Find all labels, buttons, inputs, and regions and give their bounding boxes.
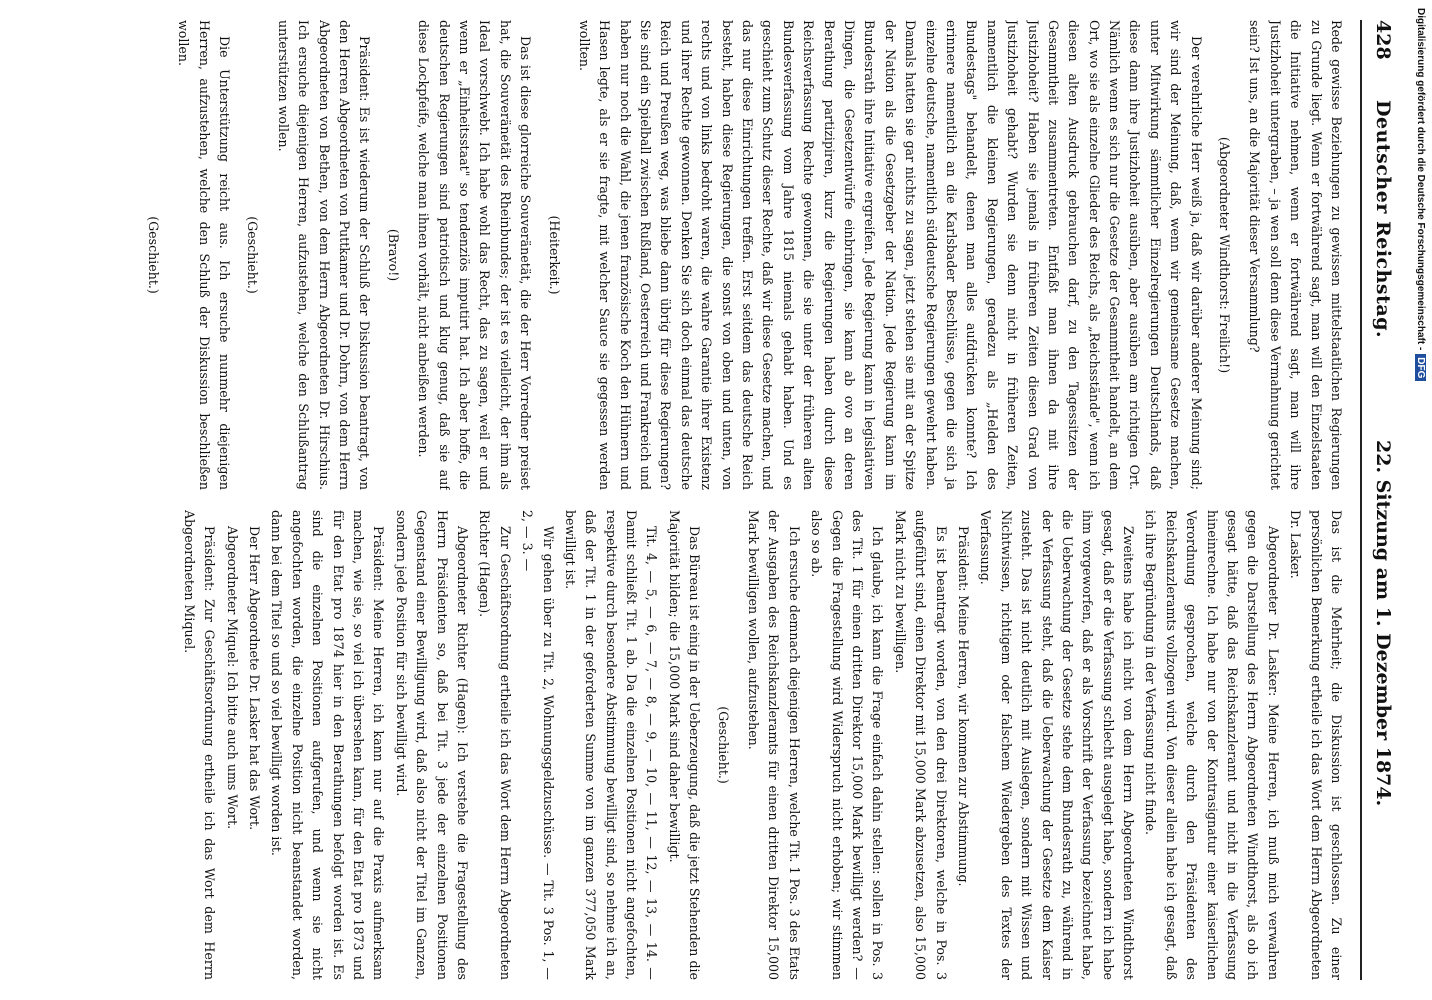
paragraph: Die Unterstützung reicht aus. Ich ersuche nunmehr diejenigen Herren, aufzustehen, welche den Schluß der Diskussion beschließen wollen. <box>176 20 233 490</box>
paragraph: Rede gewisse Beziehungen zu gewissen mittelstaatlichen Regierungen zu Grunde liegt. Wenn er fortwährend sagt, man will den Einzelstaaten die Initiative nehmen, wenn er fortwährend sagt, man will ihre Justizhoheit untergraben, – ja wen soll denn diese Vermahnung gerichtet sein? Ist uns, an die Majorität dieser Versammlung? <box>1247 20 1344 490</box>
session-title: 22. Sitzung am 1. Dezember 1874. <box>1372 440 1394 807</box>
page-header <box>1360 20 1402 980</box>
paragraph: Der verehrliche Herr weiß ja, daß wir darüber anderer Meinung sind; wir sind der Meinung, daß, wenn wir gemeinsame Gesetze machen, unter Mitwirkung sämmtlicher Einzelregierungen Deutschlands, daß diese dann ihre Justizhoheit ausüben, aber ausüben am richtigen Ort. Nämlich wenn es sich nur die Gesetze der Gesammtheit handelt, an dem Ort, wo sie als einzelne Glieder des Reichs, als „Reichsstände", wenn ich diesen alten Ausdruck gebrauchen darf, zu den Tagessitzen der Gesammtheit zusammentreten. Entfaßt man ihnen da mit ihre Justizhoheit? Haben sie jemals in früheren Zeiten diesen Grad von Justizhoheit gehabt? Wurden sie denn nicht in früheren Zeiten, namentlich die kleinen Regierungen, geradezu als „Helden des Bundestags" behandelt, denen man alles aufdrücken konnte? Ich erinnere namentlich an die Karlsbader Beschlüsse, gegen die sich ja einzelne deutsche, namentlich süddeutsche Regierungen gewehrt haben. Damals hatten sie gar nichts zu sagen, jetzt stehen sie mit an der Spitze der Nation als die Gesetzgeber der Nation. Jede Regierung kann im Bundesrath ihre Initiative ergreifen. Jede Regierung kann in legislativen Dingen, die Gesetzentwürfe einbringen, sie kann ab ovo an deren Berathung partizipiren, kurz die Regierungen haben durch diese Reichsverfassung Rechte gewonnen, die sie unter der früheren alten Bundesverfassung vom Jahre 1815 niemals gehabt haben. Und es geschieht zum Schutz dieser Rechte, daß wir diese Gesetze machen, und das nur diese Einrichtungen treffen. Erst seitdem das deutsche Reich besteht, haben diese Regierungen, die sonst von oben und unten, von rechts und von links bedroht waren, die wahre Garantie ihrer Existenz und ihrer Rechte gewonnen. Denken Sie sich doch einmal das deutsche Reich und Preußen weg, was bliebe dann übrig für diese Regierungen? Sie sind ein Spielball zwischen Rußland, Oesterreich und Frankreich und haben nur noch die Wahl, die jenen französische Koch den Hühnern und Hasen legte, als er sie fragte, mit welcher Sauce sie gegessen werden wollten. <box>576 20 1204 490</box>
paragraph: Wir gehen über zu Tit. 2, Wohnungsgeldzuschüsse. — Tit. 3 Pos. 1, — 2, — 3. — <box>520 510 556 980</box>
paragraph: Abgeordneter Dr. Lasker: Meine Herren, ich muß mich verwahren gegen die Darstellung des Herrn Abgeordneten Windthorst, als ob ich gesagt hätte, daß das Reichskanzleramt und nicht in die Verfassung hineinrechne. Ich habe nur von der Kontrasignatur einer kaiserlichen Verordnung gesprochen, welche durch den Präsidenten des Reichskanzleramts vollzogen wird. Von dieser allein habe ich gesagt, daß ich ihre Begründung in der Verfassung nicht finde. <box>1143 510 1281 980</box>
right-text-column <box>46 510 1346 980</box>
rotated-document-page <box>16 0 1416 1000</box>
paragraph: Es ist beantragt worden, von den drei Direktoren, welche in Pos. 3 aufgeführt sind, einen Direktor mit 15,000 Mark abzusetzen, also 15,000 Mark nicht zu bewilligen. <box>892 510 949 980</box>
paragraph: Ich ersuche demnach diejenigen Herren, welche Tit. 1 Pos. 3 des Etats der Ausgaben des Reichskanzleramts für einen dritten Direktor 15,000 Mark bewilligen wollen, aufzustehen. <box>746 510 802 980</box>
paragraph: Das ist diese glorreiche Souveränetät, die der Herr Vorredner preiset hat, die Souveränetät des Rheinbundes; der ist es vielleicht, der ihm als Ideal vorschwebt. Ich habe wohl das Recht, das zu sagen, weil er und wenn er „Einheitsstaat" so tendenziös imputirt hat. Ich aber hoffe, die deutschen Regierungen sind patriotisch und klug genug, daß sie auf diese Lockpfeife, welche man ihnen vorhält, nicht anbeißen werden. <box>416 20 534 490</box>
paragraph: Präsident: Zur Geschäftsordnung ertheile ich das Wort dem Herrn Abgeordneten Miquel. <box>181 510 218 980</box>
stage-direction: (Geschieht.) <box>715 706 731 784</box>
stage-direction: (Geschieht.) <box>145 216 161 294</box>
paragraph: Präsident: Es ist wiederum der Schluß der Diskussion beantragt, von den Herren Abgeordneten von Puttkamer und Dr. Dohrn, von dem Herrn Abgeordneten von Bethen, von dem Herrn Abgeordneten Dr. Hirschius. Ich ersuche diejenigen Herren, aufzustehen, welche den Schlußantrag unterstützen wollen. <box>275 20 373 490</box>
paragraph: Präsident: Meine Herren, ich kann nur auf die Praxis aufmerksam machen, wie sie, so viel ich übersehen kann, für den Etat pro 1873 und für den Etat pro 1874 hier in den Berathungen befolgt worden ist. Es sind die einzelnen Positionen aufgerufen, und wenn sie nicht angefochten worden, die einzelne Position nicht beanstandet worden, dann bei dem Titel so und so viel bewilligt worden ist. <box>269 510 387 980</box>
paragraph: Das Büreau ist einig in der Ueberzeugung, daß die jetzt Stehenden die Majorität bilden; die 15,000 Mark sind daher bewilligt. <box>666 510 703 980</box>
left-text-column <box>46 20 1346 490</box>
dfg-attribution <box>1402 8 1430 628</box>
stage-direction: (Heiterkeit.) <box>546 215 562 295</box>
paragraph: Abgeordneter Miquel: Ich bitte auch ums Wort. <box>224 526 240 830</box>
stage-direction: (Geschieht.) <box>245 216 261 294</box>
paragraph: Ich glaube, ich kann die Frage einfach dahin stellen: sollen in Pos. 3 des Tit. 1 für einen dritten Direktor 15,000 Mark bewilligt werden? — Gegen die Fragestellung wird Widerspruch nicht erhoben; wir stimmen also so ab. <box>809 510 886 980</box>
paragraph: Das ist die Mehrheit; die Diskussion ist geschlossen. Zu einer persönlichen Bemerkung ertheile ich das Wort dem Herrn Abgeordneten Dr. Lasker. <box>1288 510 1344 980</box>
paragraph: Tit. 4, — 5, — 6, — 7, — 8, — 9, — 10, — 11, — 12, — 13, — 14. — Damit schließt Tit. 1 ab. Da die einzelnen Positionen nicht angefochten, respektive durch besondere Abstimmung bewilligt sind, so nehme ich an, daß der Tit. 1 in der geforderten Summe von im ganzen 377,050 Mark bewilligt ist. <box>562 510 660 980</box>
publication-title: Deutscher Reichstag. <box>1372 100 1394 339</box>
stage-direction: (Bravo!) <box>385 228 401 282</box>
stage-direction: (Abgeordneter Windthorst: Freilich!) <box>1217 136 1233 374</box>
paragraph: Abgeordneter Richter (Hagen): Ich verstehe die Fragestellung des Herrn Präsidenten so, daß bei Tit. 3 jede der einzelnen Positionen Gegenstand einer Bewilligung wird, daß also nicht der Titel im Ganzen, sondern jede Position für sich bewilligt wird. <box>393 510 470 980</box>
paragraph: Der Herr Abgeordnete Dr. Lasker hat das Wort. <box>247 526 263 831</box>
dfg-attribution-text: Digitalisierung gefördert durch die Deutsche Forschungsgemeinschaft - <box>1415 8 1426 351</box>
paragraph: Präsident: Meine Herren, wir kommen zur Abstimmung. <box>955 526 971 887</box>
paragraph: Zur Geschäftsordnung ertheile ich das Wort dem Herrn Abgeordneten Richter (Hagen). <box>477 510 513 980</box>
dfg-logo: DFG <box>1415 354 1426 381</box>
paragraph: Zweitens habe ich nicht von dem Herrn Abgeordneten Windthorst gesagt, daß er die Verfassung schlecht ausgelegt habe, sondern ich habe ihm vorgeworfen, daß er als Vorschrift der Verfassung bezeichnet habe, die Ueberwachung der Gesetze stehe dem Bundesrath zu, während in der Verfassung steht, daß die Ueberwachung der Gesetze dem Kaiser zusteht. Das ist nicht deutlich mit Auslegen, sondern mit Wissen und Nichtwissen, richtigem oder falschem Wiedergeben des Textes der Verfassung. <box>978 510 1137 980</box>
page-number: 428 <box>1372 20 1394 60</box>
